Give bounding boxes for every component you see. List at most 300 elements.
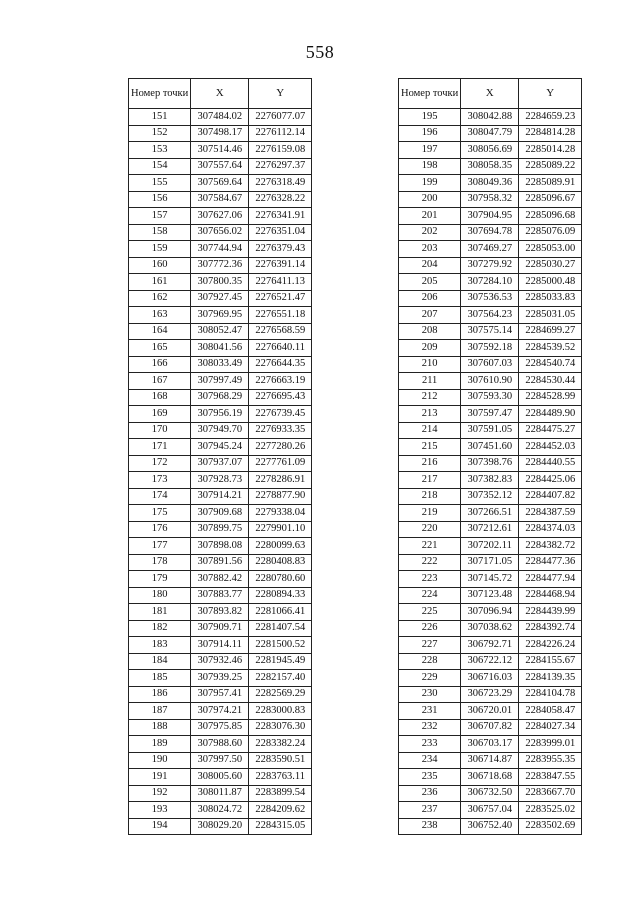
table-row bbox=[399, 340, 582, 357]
cell-y: 2283999.01 bbox=[519, 736, 582, 753]
table-row bbox=[129, 554, 312, 571]
cell-point-number: 178 bbox=[129, 554, 191, 571]
header-y: Y bbox=[249, 79, 312, 109]
cell-y: 2284387.59 bbox=[519, 505, 582, 522]
cell-y: 2284489.90 bbox=[519, 406, 582, 423]
cell-x: 307484.02 bbox=[191, 109, 249, 126]
cell-point-number: 200 bbox=[399, 191, 461, 208]
cell-x: 307627.06 bbox=[191, 208, 249, 225]
cell-point-number: 231 bbox=[399, 703, 461, 720]
cell-point-number: 172 bbox=[129, 455, 191, 472]
cell-x: 307914.11 bbox=[191, 637, 249, 654]
cell-point-number: 193 bbox=[129, 802, 191, 819]
table-row bbox=[399, 109, 582, 126]
cell-x: 307956.19 bbox=[191, 406, 249, 423]
cell-x: 307772.36 bbox=[191, 257, 249, 274]
cell-point-number: 160 bbox=[129, 257, 191, 274]
cell-x: 307557.64 bbox=[191, 158, 249, 175]
table-row bbox=[399, 406, 582, 423]
cell-point-number: 212 bbox=[399, 389, 461, 406]
cell-x: 307593.30 bbox=[461, 389, 519, 406]
table-row bbox=[399, 472, 582, 489]
cell-point-number: 228 bbox=[399, 653, 461, 670]
cell-y: 2278286.91 bbox=[249, 472, 312, 489]
cell-x: 307904.95 bbox=[461, 208, 519, 225]
cell-y: 2276644.35 bbox=[249, 356, 312, 373]
table-row bbox=[129, 637, 312, 654]
cell-y: 2280780.60 bbox=[249, 571, 312, 588]
cell-y: 2280408.83 bbox=[249, 554, 312, 571]
table-row bbox=[129, 191, 312, 208]
table-row bbox=[129, 538, 312, 555]
table-row bbox=[129, 340, 312, 357]
table-row bbox=[399, 653, 582, 670]
cell-point-number: 173 bbox=[129, 472, 191, 489]
cell-y: 2283076.30 bbox=[249, 719, 312, 736]
cell-x: 307607.03 bbox=[461, 356, 519, 373]
cell-x: 307584.67 bbox=[191, 191, 249, 208]
cell-point-number: 199 bbox=[399, 175, 461, 192]
cell-point-number: 186 bbox=[129, 686, 191, 703]
cell-y: 2276077.07 bbox=[249, 109, 312, 126]
table-row bbox=[129, 455, 312, 472]
table-row bbox=[399, 637, 582, 654]
cell-x: 307202.11 bbox=[461, 538, 519, 555]
header-x: X bbox=[191, 79, 249, 109]
cell-point-number: 169 bbox=[129, 406, 191, 423]
cell-point-number: 217 bbox=[399, 472, 461, 489]
cell-x: 306722.12 bbox=[461, 653, 519, 670]
cell-y: 2285089.91 bbox=[519, 175, 582, 192]
cell-point-number: 189 bbox=[129, 736, 191, 753]
cell-y: 2284226.24 bbox=[519, 637, 582, 654]
cell-x: 307694.78 bbox=[461, 224, 519, 241]
cell-y: 2284315.05 bbox=[249, 818, 312, 835]
cell-x: 307883.77 bbox=[191, 587, 249, 604]
cell-x: 308041.56 bbox=[191, 340, 249, 357]
cell-x: 307171.05 bbox=[461, 554, 519, 571]
table-row bbox=[129, 620, 312, 637]
table-row bbox=[399, 455, 582, 472]
cell-point-number: 196 bbox=[399, 125, 461, 142]
table-row bbox=[399, 554, 582, 571]
cell-x: 307949.70 bbox=[191, 422, 249, 439]
cell-point-number: 213 bbox=[399, 406, 461, 423]
cell-x: 308049.36 bbox=[461, 175, 519, 192]
cell-point-number: 206 bbox=[399, 290, 461, 307]
table-row bbox=[399, 521, 582, 538]
cell-y: 2284058.47 bbox=[519, 703, 582, 720]
table-row bbox=[129, 406, 312, 423]
cell-x: 306716.03 bbox=[461, 670, 519, 687]
cell-y: 2282157.40 bbox=[249, 670, 312, 687]
cell-x: 307744.94 bbox=[191, 241, 249, 258]
cell-x: 307914.21 bbox=[191, 488, 249, 505]
cell-y: 2285031.05 bbox=[519, 307, 582, 324]
cell-x: 308011.87 bbox=[191, 785, 249, 802]
cell-point-number: 181 bbox=[129, 604, 191, 621]
cell-point-number: 208 bbox=[399, 323, 461, 340]
cell-point-number: 227 bbox=[399, 637, 461, 654]
cell-y: 2285053.00 bbox=[519, 241, 582, 258]
cell-x: 307569.64 bbox=[191, 175, 249, 192]
header-point-number: Номер точки bbox=[129, 79, 191, 109]
cell-point-number: 187 bbox=[129, 703, 191, 720]
cell-x: 307969.95 bbox=[191, 307, 249, 324]
cell-x: 307564.23 bbox=[461, 307, 519, 324]
cell-x: 307932.46 bbox=[191, 653, 249, 670]
table-row bbox=[399, 736, 582, 753]
cell-point-number: 223 bbox=[399, 571, 461, 588]
table-row bbox=[399, 719, 582, 736]
cell-y: 2284439.99 bbox=[519, 604, 582, 621]
cell-y: 2284475.27 bbox=[519, 422, 582, 439]
cell-x: 308056.69 bbox=[461, 142, 519, 159]
table-row bbox=[129, 785, 312, 802]
cell-x: 307469.27 bbox=[461, 241, 519, 258]
cell-y: 2285096.67 bbox=[519, 191, 582, 208]
cell-point-number: 222 bbox=[399, 554, 461, 571]
table-row bbox=[399, 670, 582, 687]
cell-x: 308047.79 bbox=[461, 125, 519, 142]
table-row bbox=[129, 521, 312, 538]
cell-point-number: 161 bbox=[129, 274, 191, 291]
cell-y: 2277761.09 bbox=[249, 455, 312, 472]
table-row bbox=[399, 769, 582, 786]
cell-x: 307988.60 bbox=[191, 736, 249, 753]
cell-point-number: 180 bbox=[129, 587, 191, 604]
table-row bbox=[129, 505, 312, 522]
cell-x: 307939.25 bbox=[191, 670, 249, 687]
cell-y: 2284659.23 bbox=[519, 109, 582, 126]
cell-y: 2276328.22 bbox=[249, 191, 312, 208]
cell-y: 2285096.68 bbox=[519, 208, 582, 225]
cell-x: 307909.68 bbox=[191, 505, 249, 522]
table-row bbox=[399, 686, 582, 703]
cell-y: 2279901.10 bbox=[249, 521, 312, 538]
cell-point-number: 182 bbox=[129, 620, 191, 637]
cell-x: 307882.42 bbox=[191, 571, 249, 588]
coordinates-table-right bbox=[398, 78, 582, 835]
cell-x: 306707.82 bbox=[461, 719, 519, 736]
coordinates-table-left bbox=[128, 78, 312, 835]
cell-x: 307898.08 bbox=[191, 538, 249, 555]
cell-point-number: 202 bbox=[399, 224, 461, 241]
table-row bbox=[399, 488, 582, 505]
table-row bbox=[399, 587, 582, 604]
cell-y: 2281500.52 bbox=[249, 637, 312, 654]
cell-x: 307997.49 bbox=[191, 373, 249, 390]
cell-y: 2284477.36 bbox=[519, 554, 582, 571]
cell-y: 2285076.09 bbox=[519, 224, 582, 241]
cell-x: 306752.40 bbox=[461, 818, 519, 835]
cell-x: 306703.17 bbox=[461, 736, 519, 753]
cell-point-number: 170 bbox=[129, 422, 191, 439]
cell-point-number: 162 bbox=[129, 290, 191, 307]
cell-point-number: 219 bbox=[399, 505, 461, 522]
cell-y: 2276695.43 bbox=[249, 389, 312, 406]
cell-point-number: 159 bbox=[129, 241, 191, 258]
cell-x: 307927.45 bbox=[191, 290, 249, 307]
cell-point-number: 198 bbox=[399, 158, 461, 175]
table-row bbox=[399, 785, 582, 802]
cell-point-number: 171 bbox=[129, 439, 191, 456]
table-row bbox=[129, 719, 312, 736]
cell-x: 308058.35 bbox=[461, 158, 519, 175]
cell-x: 308029.20 bbox=[191, 818, 249, 835]
table-row bbox=[129, 571, 312, 588]
cell-y: 2284440.55 bbox=[519, 455, 582, 472]
cell-y: 2284528.99 bbox=[519, 389, 582, 406]
cell-point-number: 155 bbox=[129, 175, 191, 192]
table-row bbox=[399, 818, 582, 835]
cell-y: 2284468.94 bbox=[519, 587, 582, 604]
cell-x: 307610.90 bbox=[461, 373, 519, 390]
table-row bbox=[129, 356, 312, 373]
table-row bbox=[399, 373, 582, 390]
cell-y: 2284539.52 bbox=[519, 340, 582, 357]
cell-point-number: 210 bbox=[399, 356, 461, 373]
cell-x: 306718.68 bbox=[461, 769, 519, 786]
cell-y: 2283590.51 bbox=[249, 752, 312, 769]
cell-y: 2278877.90 bbox=[249, 488, 312, 505]
cell-y: 2276297.37 bbox=[249, 158, 312, 175]
table-row bbox=[129, 142, 312, 159]
page-number: 558 bbox=[305, 42, 335, 62]
cell-point-number: 174 bbox=[129, 488, 191, 505]
cell-x: 307937.07 bbox=[191, 455, 249, 472]
cell-y: 2284540.74 bbox=[519, 356, 582, 373]
cell-point-number: 165 bbox=[129, 340, 191, 357]
table-row bbox=[129, 752, 312, 769]
cell-y: 2285089.22 bbox=[519, 158, 582, 175]
cell-point-number: 215 bbox=[399, 439, 461, 456]
table-row bbox=[129, 373, 312, 390]
cell-point-number: 158 bbox=[129, 224, 191, 241]
cell-point-number: 166 bbox=[129, 356, 191, 373]
header-x: X bbox=[461, 79, 519, 109]
cell-point-number: 195 bbox=[399, 109, 461, 126]
table-header-row bbox=[129, 79, 312, 109]
cell-point-number: 179 bbox=[129, 571, 191, 588]
table-row bbox=[399, 257, 582, 274]
cell-y: 2279338.04 bbox=[249, 505, 312, 522]
table-row bbox=[399, 620, 582, 637]
cell-y: 2276411.13 bbox=[249, 274, 312, 291]
cell-y: 2276391.14 bbox=[249, 257, 312, 274]
table-row bbox=[129, 703, 312, 720]
cell-x: 308052.47 bbox=[191, 323, 249, 340]
table-row bbox=[129, 274, 312, 291]
cell-point-number: 152 bbox=[129, 125, 191, 142]
cell-point-number: 191 bbox=[129, 769, 191, 786]
cell-y: 2276739.45 bbox=[249, 406, 312, 423]
cell-point-number: 205 bbox=[399, 274, 461, 291]
cell-x: 306720.01 bbox=[461, 703, 519, 720]
cell-point-number: 207 bbox=[399, 307, 461, 324]
cell-y: 2276159.08 bbox=[249, 142, 312, 159]
cell-point-number: 163 bbox=[129, 307, 191, 324]
cell-point-number: 177 bbox=[129, 538, 191, 555]
cell-point-number: 157 bbox=[129, 208, 191, 225]
cell-x: 307958.32 bbox=[461, 191, 519, 208]
cell-x: 308042.88 bbox=[461, 109, 519, 126]
cell-y: 2283763.11 bbox=[249, 769, 312, 786]
cell-y: 2276568.59 bbox=[249, 323, 312, 340]
cell-x: 307536.53 bbox=[461, 290, 519, 307]
cell-x: 307957.41 bbox=[191, 686, 249, 703]
cell-point-number: 201 bbox=[399, 208, 461, 225]
cell-point-number: 185 bbox=[129, 670, 191, 687]
cell-point-number: 183 bbox=[129, 637, 191, 654]
cell-point-number: 232 bbox=[399, 719, 461, 736]
cell-x: 308024.72 bbox=[191, 802, 249, 819]
table-row bbox=[399, 274, 582, 291]
cell-point-number: 194 bbox=[129, 818, 191, 835]
table-row bbox=[399, 191, 582, 208]
table-row bbox=[399, 752, 582, 769]
cell-point-number: 234 bbox=[399, 752, 461, 769]
table-row bbox=[129, 736, 312, 753]
cell-x: 307266.51 bbox=[461, 505, 519, 522]
cell-x: 308033.49 bbox=[191, 356, 249, 373]
cell-point-number: 209 bbox=[399, 340, 461, 357]
cell-x: 307597.47 bbox=[461, 406, 519, 423]
cell-point-number: 225 bbox=[399, 604, 461, 621]
table-row bbox=[129, 818, 312, 835]
cell-x: 307382.83 bbox=[461, 472, 519, 489]
cell-point-number: 190 bbox=[129, 752, 191, 769]
cell-point-number: 184 bbox=[129, 653, 191, 670]
cell-x: 307909.71 bbox=[191, 620, 249, 637]
cell-y: 2283502.69 bbox=[519, 818, 582, 835]
cell-point-number: 221 bbox=[399, 538, 461, 555]
cell-y: 2276551.18 bbox=[249, 307, 312, 324]
table-row bbox=[129, 323, 312, 340]
cell-y: 2284392.74 bbox=[519, 620, 582, 637]
table-row bbox=[129, 686, 312, 703]
cell-y: 2284452.03 bbox=[519, 439, 582, 456]
cell-x: 307592.18 bbox=[461, 340, 519, 357]
cell-point-number: 218 bbox=[399, 488, 461, 505]
cell-x: 306714.87 bbox=[461, 752, 519, 769]
cell-y: 2283847.55 bbox=[519, 769, 582, 786]
cell-y: 2276112.14 bbox=[249, 125, 312, 142]
cell-point-number: 153 bbox=[129, 142, 191, 159]
cell-point-number: 154 bbox=[129, 158, 191, 175]
cell-y: 2284477.94 bbox=[519, 571, 582, 588]
table-row bbox=[129, 224, 312, 241]
cell-x: 307974.21 bbox=[191, 703, 249, 720]
table-row bbox=[399, 422, 582, 439]
table-row bbox=[129, 241, 312, 258]
table-header-row bbox=[399, 79, 582, 109]
table-row bbox=[399, 802, 582, 819]
table-row bbox=[129, 769, 312, 786]
table-row bbox=[129, 587, 312, 604]
cell-x: 306792.71 bbox=[461, 637, 519, 654]
cell-x: 306757.04 bbox=[461, 802, 519, 819]
cell-x: 307212.61 bbox=[461, 521, 519, 538]
cell-x: 307514.46 bbox=[191, 142, 249, 159]
cell-point-number: 216 bbox=[399, 455, 461, 472]
cell-y: 2284425.06 bbox=[519, 472, 582, 489]
cell-x: 307145.72 bbox=[461, 571, 519, 588]
table-row bbox=[129, 472, 312, 489]
cell-y: 2284139.35 bbox=[519, 670, 582, 687]
cell-point-number: 211 bbox=[399, 373, 461, 390]
cell-y: 2276379.43 bbox=[249, 241, 312, 258]
cell-y: 2284209.62 bbox=[249, 802, 312, 819]
cell-x: 307968.29 bbox=[191, 389, 249, 406]
cell-x: 307498.17 bbox=[191, 125, 249, 142]
table-row bbox=[399, 208, 582, 225]
cell-point-number: 204 bbox=[399, 257, 461, 274]
cell-y: 2284027.34 bbox=[519, 719, 582, 736]
cell-y: 2283667.70 bbox=[519, 785, 582, 802]
cell-x: 307575.14 bbox=[461, 323, 519, 340]
cell-x: 307656.02 bbox=[191, 224, 249, 241]
cell-y: 2283000.83 bbox=[249, 703, 312, 720]
cell-point-number: 176 bbox=[129, 521, 191, 538]
cell-y: 2284374.03 bbox=[519, 521, 582, 538]
cell-x: 307928.73 bbox=[191, 472, 249, 489]
cell-y: 2285000.48 bbox=[519, 274, 582, 291]
table-row bbox=[399, 604, 582, 621]
cell-point-number: 156 bbox=[129, 191, 191, 208]
table-row bbox=[129, 389, 312, 406]
cell-point-number: 220 bbox=[399, 521, 461, 538]
cell-y: 2284407.82 bbox=[519, 488, 582, 505]
cell-x: 307279.92 bbox=[461, 257, 519, 274]
table-row bbox=[399, 224, 582, 241]
cell-y: 2280099.63 bbox=[249, 538, 312, 555]
cell-point-number: 151 bbox=[129, 109, 191, 126]
cell-x: 307096.94 bbox=[461, 604, 519, 621]
cell-point-number: 224 bbox=[399, 587, 461, 604]
cell-y: 2281945.49 bbox=[249, 653, 312, 670]
cell-y: 2276640.11 bbox=[249, 340, 312, 357]
cell-x: 308005.60 bbox=[191, 769, 249, 786]
cell-x: 307284.10 bbox=[461, 274, 519, 291]
cell-x: 307451.60 bbox=[461, 439, 519, 456]
cell-y: 2284155.67 bbox=[519, 653, 582, 670]
cell-x: 307591.05 bbox=[461, 422, 519, 439]
cell-x: 307352.12 bbox=[461, 488, 519, 505]
cell-y: 2276663.19 bbox=[249, 373, 312, 390]
cell-x: 306723.29 bbox=[461, 686, 519, 703]
table-row bbox=[399, 175, 582, 192]
table-row bbox=[399, 125, 582, 142]
cell-y: 2283382.24 bbox=[249, 736, 312, 753]
cell-point-number: 238 bbox=[399, 818, 461, 835]
table-row bbox=[129, 653, 312, 670]
table-row bbox=[399, 323, 582, 340]
cell-y: 2283525.02 bbox=[519, 802, 582, 819]
cell-y: 2285014.28 bbox=[519, 142, 582, 159]
table-row bbox=[399, 158, 582, 175]
cell-point-number: 235 bbox=[399, 769, 461, 786]
table-row bbox=[129, 125, 312, 142]
table-row bbox=[399, 142, 582, 159]
table-row bbox=[129, 439, 312, 456]
cell-y: 2281407.54 bbox=[249, 620, 312, 637]
table-row bbox=[399, 356, 582, 373]
table-row bbox=[399, 505, 582, 522]
cell-point-number: 226 bbox=[399, 620, 461, 637]
table-row bbox=[129, 158, 312, 175]
cell-y: 2276933.35 bbox=[249, 422, 312, 439]
